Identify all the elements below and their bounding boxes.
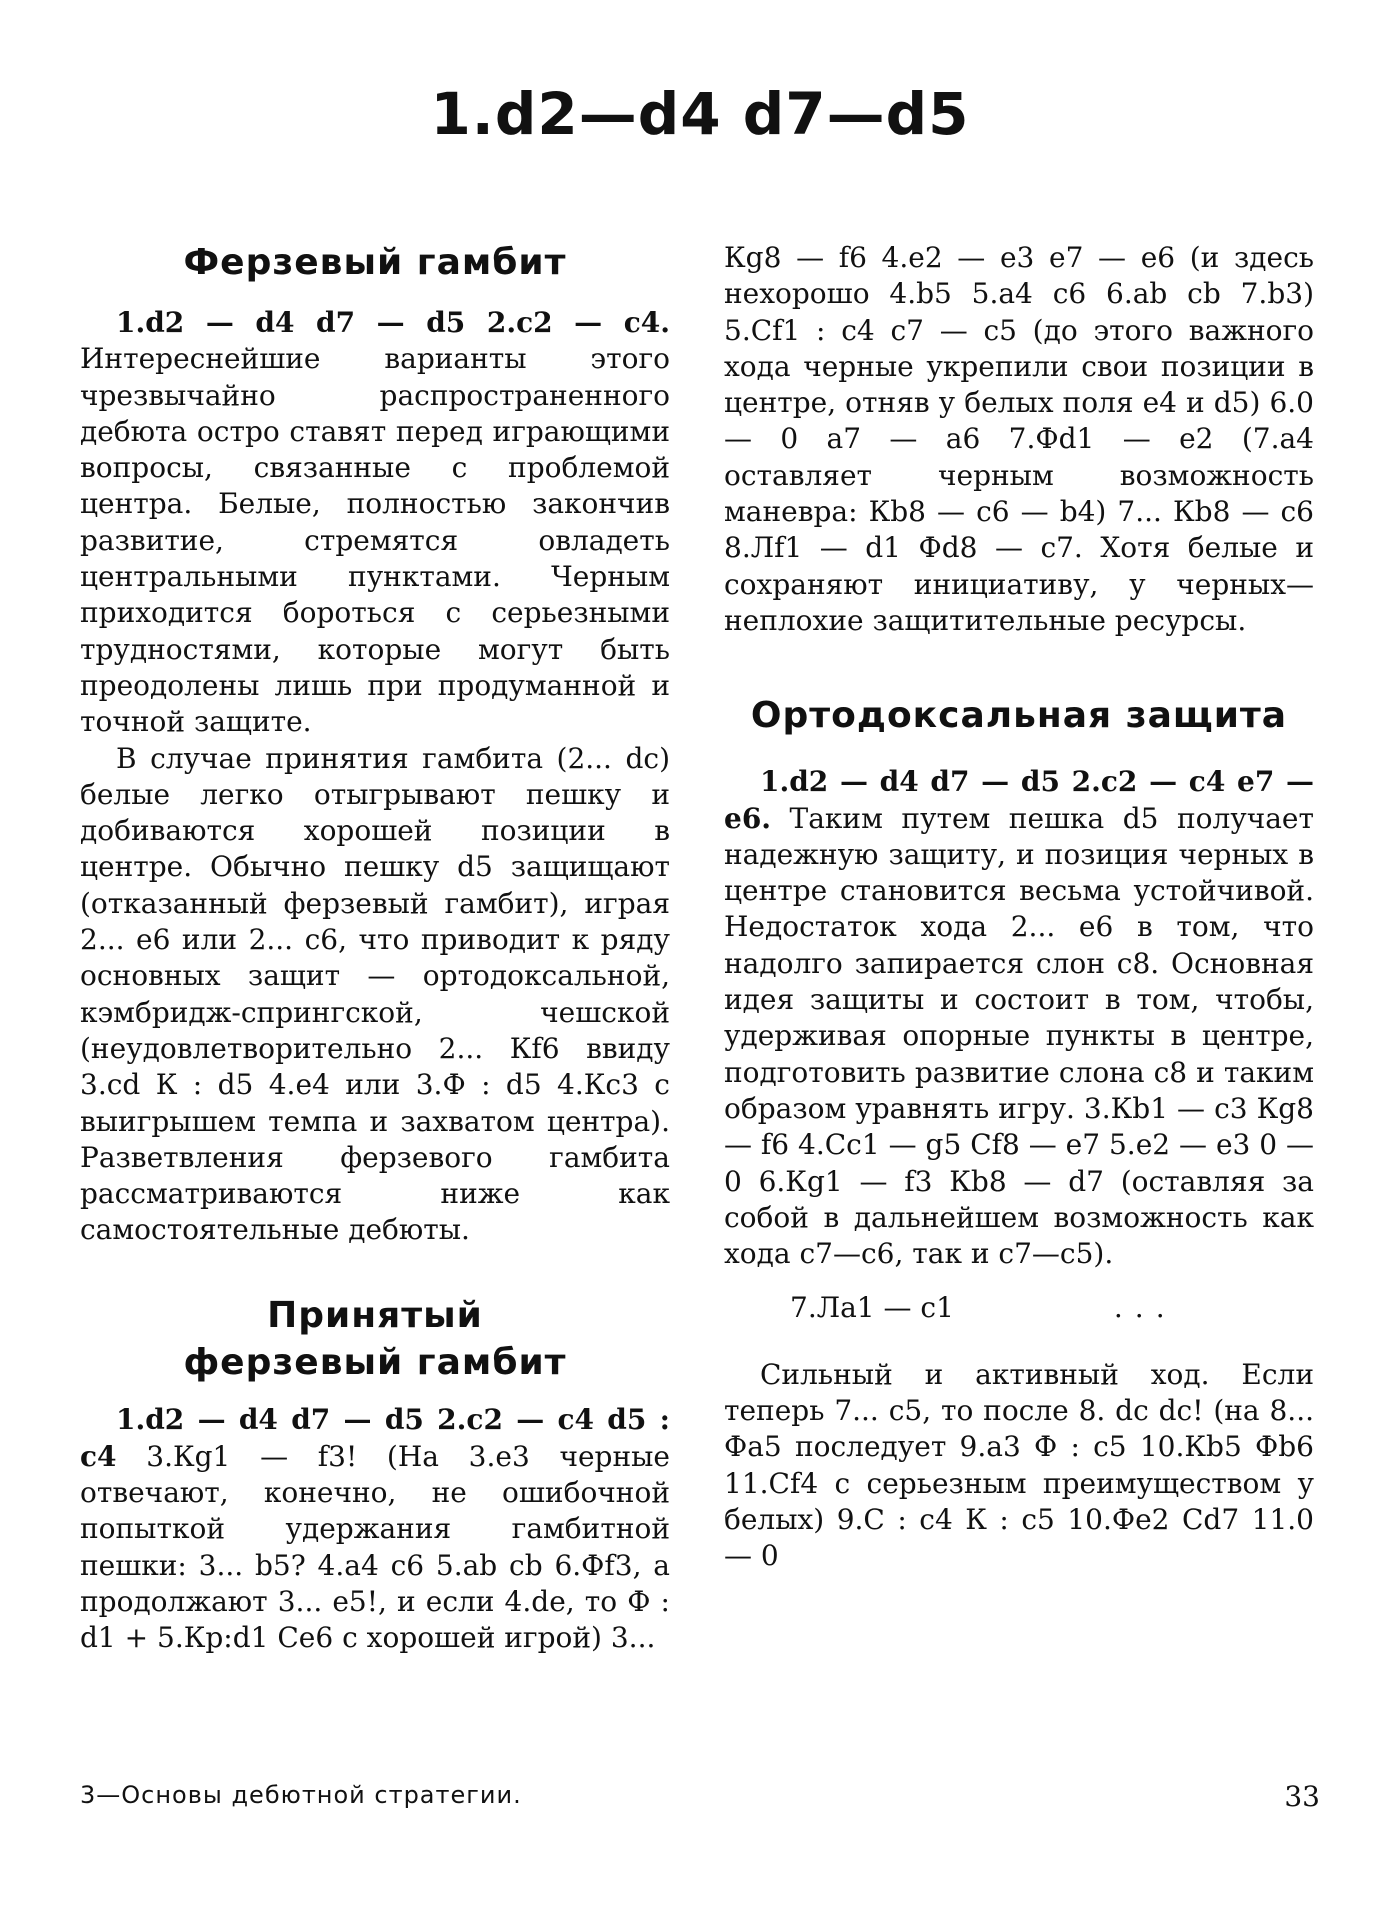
heading-line: ферзевый гамбит [183, 1341, 567, 1383]
page-title: 1.d2—d4 d7—d5 [430, 80, 970, 148]
paragraph-accepted-gambit-continued: Кg8 — f6 4.e2 — e3 e7 — e6 (и здесь нехорошо 4.b5 5.a4 c6 6.ab cb 7.b3) 5.Сf1 : c4 c7 — c5 (до этого важного хода черные укрепили свои позиции в центре, отняв у белых поля e4 и d5) 6.0 — 0 a7 — a6 7.Фd1 — e2 (7.a4 оставляет черным возможность маневра: Кb8 — c6 — b4) 7... Кb8 — c6 8.Лf1 — d1 Фd8 — c7. Хотя белые и сохраняют инициативу, у черных—неплохие защитительные ресурсы. [724, 241, 1314, 637]
right-column [724, 240, 1314, 1575]
page-number: 33 [1284, 1780, 1320, 1813]
ellipsis: ... [1113, 1291, 1177, 1325]
paragraph-gambit-accepted-note: В случае принятия гамбита (2... dc) белые легко отыгрывают пешку и добиваются хорошей позиции в центре. Обычно пешку d5 защищают (отказанный ферзевый гамбит), играя 2... e6 или 2... c6, что приводит к ряду основных защит — ортодоксальной, кэмбридж-спрингской, чешской (неудовлетворительно 2... Кf6 ввиду 3.cd К : d5 4.e4 или 3.Ф : d5 4.Кc3 с выигрышем темпа и захватом центра). Разветвления ферзевого гамбита рассматриваются ниже как самостоятельные дебюты. [80, 741, 670, 1247]
move-text: 7.Лa1 — c1 [790, 1291, 954, 1325]
paragraph-move-comment: Сильный и активный ход. Если теперь 7... c5, то после 8. dc dc! (на 8... Фa5 последует 9.a3 Ф : c5 10.Кb5 Фb6 11.Сf4 с серьезным преимуществом у белых) 9.С : c4 К : c5 10.Фe2 Сd7 11.0 — 0 [724, 1357, 1314, 1573]
move-sequence: 1.d2 — d4 d7 — d5 2.c2 — c4 e7 — e6. [724, 765, 1314, 835]
paragraph-text: Таким путем пешка d5 получает надежную защиту, и позиция черных в центре становится весьма устойчивой. Недостаток хода 2... e6 в том, что надолго запирается слон c8. Основная идея защиты и состоит в том, чтобы, удерживая опорные пункты в центре, подготовить развитие слона c8 и таким образом уравнять игру. 3.Кb1 — c3 Кg8 — f6 4.Сc1 — g5 Сf8 — e7 5.e2 — e3 0 — 0 6.Кg1 — f3 Кb8 — d7 (оставляя за собой в дальнейшем возможность как хода c7—c6, так и c7—c5). [724, 801, 1314, 1271]
section-heading-queens-gambit: Ферзевый гамбит [183, 242, 567, 283]
page-footer [80, 1780, 1320, 1813]
section-heading-orthodox-defense: Ортодоксальная защита [750, 695, 1288, 737]
section-heading-accepted-gambit [80, 1293, 670, 1387]
paragraph-queens-gambit-intro [80, 305, 670, 741]
paragraph-text: 3.Кg1 — f3! (На 3.e3 черные отвечают, конечно, не ошибочной попыткой удержания гамбитной пешки: 3... b5? 4.a4 c6 5.ab cb 6.Фf3, а продолжают 3... e5!, и если 4.de, то Ф : d1 + 5.Кр:d1 Сe6 с хорошей игрой) 3... [80, 1439, 670, 1655]
printer-signature: 3—Основы дебютной стратегии. [80, 1781, 522, 1809]
paragraph-accepted-gambit [80, 1402, 670, 1656]
paragraph-orthodox-defense [724, 764, 1314, 1272]
paragraph-text: Интереснейшие варианты этого чрезвычайно распространенного дебюта остро ставят перед играющими вопросы, связанные с проблемой центра. Белые, полностью закончив развитие, стремятся овладеть центральными пунктами. Черным приходится бороться с серьезными трудностями, которые могут быть преодолены лишь при продуманной и точной защите. [80, 342, 670, 739]
move-sequence: 1.d2 — d4 d7 — d5 2.c2 — c4. [116, 306, 670, 339]
move-line [724, 1290, 1314, 1326]
move-sequence: 1.d2 — d4 d7 — d5 2.c2 — c4 d5 : c4 [80, 1403, 670, 1473]
heading-line: Принятый [267, 1294, 483, 1336]
left-column [80, 240, 670, 1656]
